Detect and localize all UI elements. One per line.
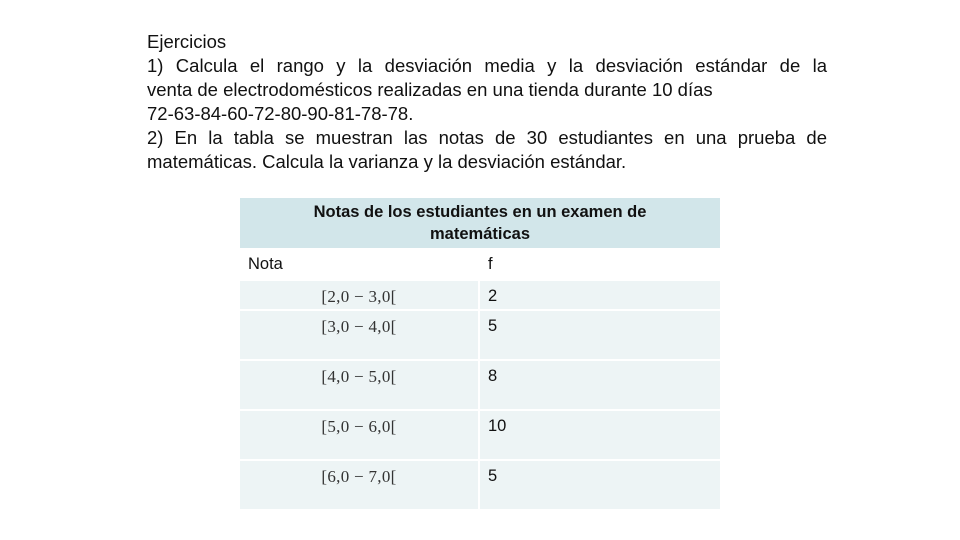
table-caption-line-2: matemáticas bbox=[430, 225, 530, 243]
interval-cell: [4,0 − 5,0[ bbox=[240, 361, 478, 411]
table-row bbox=[240, 461, 720, 511]
header-f: f bbox=[478, 250, 720, 281]
interval-cell: [5,0 − 6,0[ bbox=[240, 411, 478, 461]
exercise-text bbox=[147, 30, 827, 174]
frequency-cell: 10 bbox=[478, 411, 720, 461]
exercise-2-line-1: 2) En la tabla se muestran las notas de 30 estudiantes en una prueba de bbox=[147, 127, 827, 148]
header-nota: Nota bbox=[240, 250, 478, 281]
interval-cell: [6,0 − 7,0[ bbox=[240, 461, 478, 511]
exercise-2-line-2: matemáticas. Calcula la varianza y la desviación estándar. bbox=[147, 151, 627, 172]
exercise-1-line-2: venta de electrodomésticos realizadas en una tienda durante 10 días bbox=[147, 79, 713, 100]
grades-table bbox=[240, 198, 720, 511]
frequency-cell: 8 bbox=[478, 361, 720, 411]
table-row bbox=[240, 311, 720, 361]
frequency-cell: 5 bbox=[478, 311, 720, 361]
table-caption-line-1: Notas de los estudiantes en un examen de bbox=[313, 203, 647, 221]
table-header-row bbox=[240, 250, 720, 281]
interval-cell: [2,0 − 3,0[ bbox=[240, 281, 478, 311]
exercise-1-line-1: 1) Calcula el rango y la desviación media y la desviación estándar de la bbox=[147, 55, 827, 76]
exercises-heading: Ejercicios bbox=[147, 31, 227, 52]
table-row bbox=[240, 361, 720, 411]
table-row bbox=[240, 411, 720, 461]
frequency-cell: 5 bbox=[478, 461, 720, 511]
exercise-1-data: 72-63-84-60-72-80-90-81-78-78. bbox=[147, 103, 414, 124]
table-row bbox=[240, 281, 720, 311]
grades-table-container bbox=[240, 198, 720, 511]
frequency-cell: 2 bbox=[478, 281, 720, 311]
table-caption bbox=[240, 198, 720, 250]
interval-cell: [3,0 − 4,0[ bbox=[240, 311, 478, 361]
